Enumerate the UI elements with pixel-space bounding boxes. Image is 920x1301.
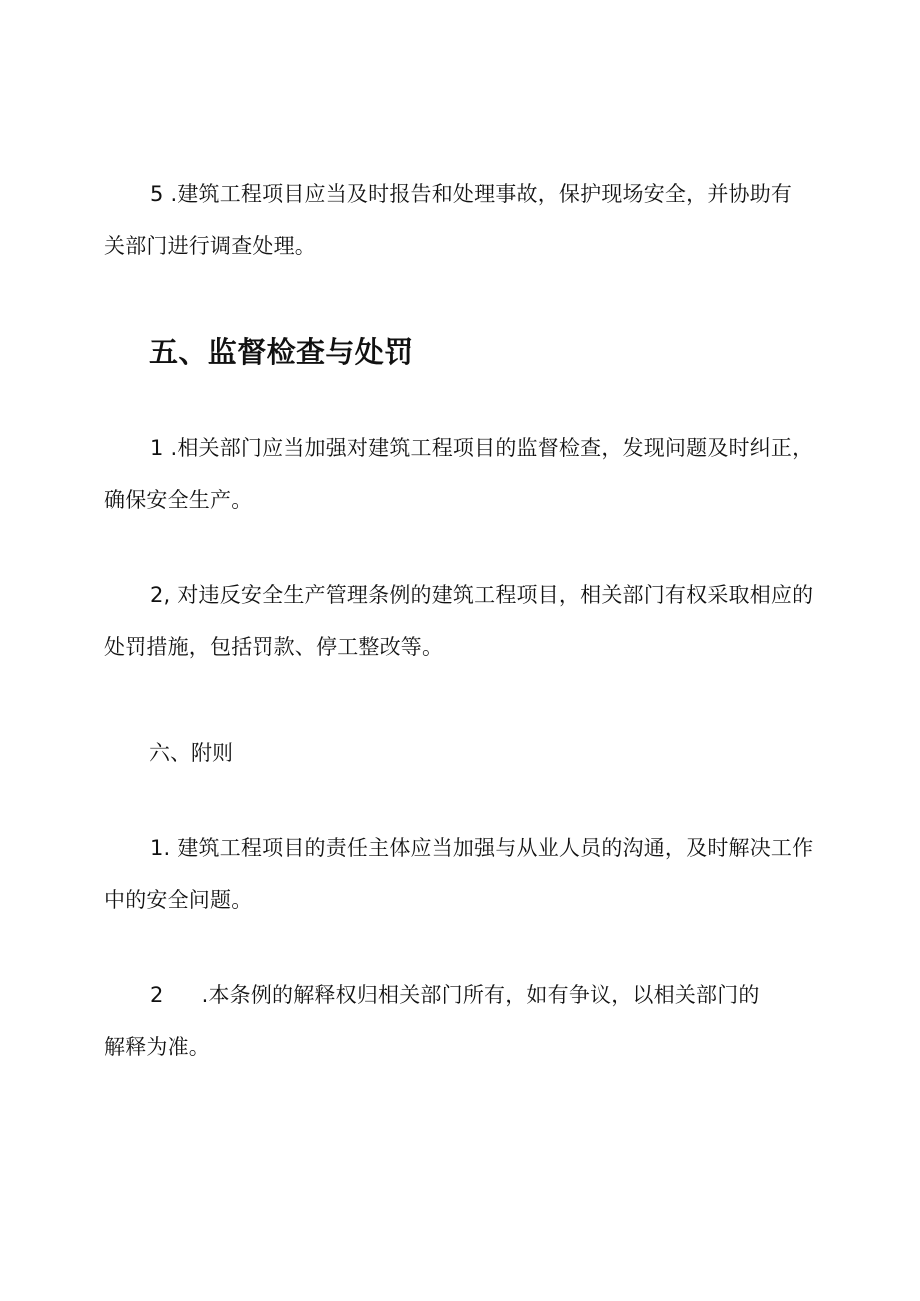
- item-text: 对违反安全生产管理条例的建筑工程项目，相关部门有权采取相应的: [177, 583, 814, 607]
- paragraph-section6-item-2: [104, 969, 824, 1073]
- paragraph-section5-item-1: [104, 422, 824, 526]
- paragraph-section6-item-1: [104, 822, 824, 926]
- paragraph-line: [104, 822, 824, 874]
- paragraph-line: 关部门进行调查处理。: [104, 234, 316, 258]
- paragraph-line: 中的安全问题。: [104, 888, 253, 912]
- paragraph-line: [104, 969, 824, 1021]
- paragraph-line: [104, 422, 824, 474]
- section-heading: 六、附则: [149, 741, 233, 765]
- paragraph-line: [104, 569, 824, 621]
- section-heading: 五、监督检查与处罚: [149, 335, 414, 369]
- item-number: 5: [150, 182, 164, 206]
- item-number: 1: [150, 436, 164, 460]
- paragraph-line: 确保安全生产。: [104, 488, 253, 512]
- paragraph-line: [104, 168, 824, 220]
- item-text: 建筑工程项目的责任主体应当加强与从业人员的沟通，及时解决工作: [177, 836, 814, 860]
- paragraph-line: 解释为准。: [104, 1035, 210, 1059]
- paragraph-item-5: [104, 168, 824, 272]
- item-number: 2,: [150, 583, 171, 607]
- item-number: 2: [150, 983, 164, 1007]
- item-text: .建筑工程项目应当及时报告和处理事故，保护现场安全，并协助有: [170, 182, 793, 206]
- paragraph-line: 处罚措施，包括罚款、停工整改等。: [104, 635, 444, 659]
- paragraph-section5-item-2: [104, 569, 824, 673]
- item-text: .本条例的解释权归相关部门所有，如有争议，以相关部门的: [201, 983, 760, 1007]
- item-number: 1.: [150, 836, 171, 860]
- item-text: .相关部门应当加强对建筑工程项目的监督检查，发现问题及时纠正，: [170, 436, 814, 460]
